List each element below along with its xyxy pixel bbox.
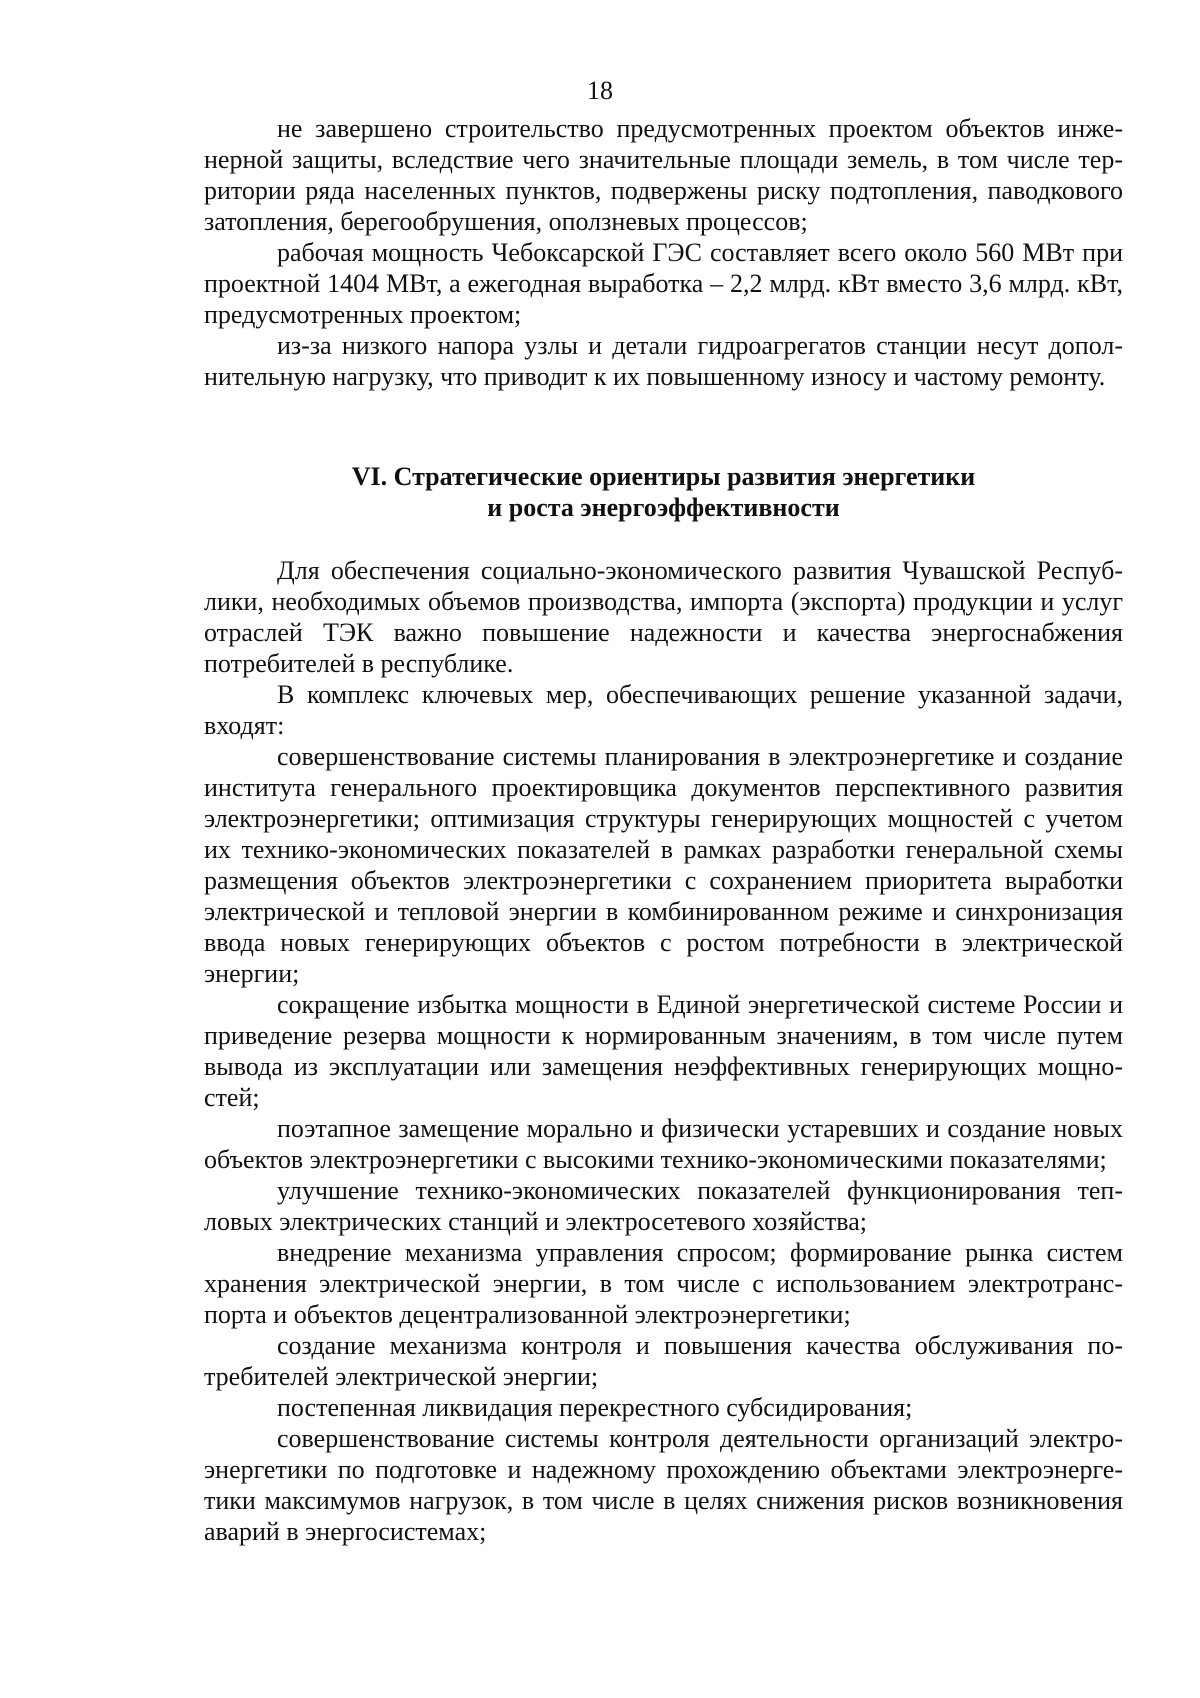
list-item-control-system: совершенствование системы контроля деятельности организаций электроэнергетики по подготовке и надежному прохождению объектами электроэнергетики максимумов нагрузок, в том числе в целях снижения рисков возникновения аварий в энергосистемах; (204, 1424, 1123, 1546)
paragraph-low-head: из-за низкого напора узлы и детали гидроагрегатов станции несут дополнительную нагрузку, что приводит к их повышенному износу и частому ремонту. (204, 331, 1123, 391)
list-item-planning: совершенствование системы планирования в электроэнергетике и создание института генерального проектировщика документов перспективного развития электроэнергетики; оптимизация структуры генерирующих мощностей с учетом их технико-экономических показателей в рамках разработки генеральной схемы размещения объектов электроэнергетики с сохранением приоритета выработки электрической и тепловой энергии в комбинированном режиме и синхронизация ввода новых генерирующих объектов с ростом потребности в электрической энергии; (204, 742, 1123, 988)
section-heading-line-1: VI. Стратегические ориентиры развития энергетики (351, 462, 976, 491)
list-item-service-quality: создание механизма контроля и повышения качества обслуживания потребителей электрической энергии; (204, 1331, 1123, 1391)
paragraph-engineering-protection: не завершено строительство предусмотренных проектом объектов инженерной защиты, вследствие чего значительные площади земель, в том числе территории ряда населенных пунктов, подвержены риску подтопления, паводкового затопления, берегообрушения, оползневых процессов; (204, 114, 1123, 236)
section-text-block (204, 555, 1123, 1547)
intro-text-block (204, 113, 1123, 392)
section-heading (204, 461, 1123, 523)
page-number: 18 (587, 76, 613, 105)
list-item-replacement: поэтапное замещение морально и физически устаревших и создание новых объектов электроэнергетики с высокими технико-экономическими показателями; (204, 1114, 1123, 1174)
paragraph-hpp-capacity: рабочая мощность Чебоксарской ГЭС составляет всего около 560 МВт при проектной 1404 МВт, а ежегодная выработка – 2,2 млрд. кВт вместо 3,6 млрд. кВт, предусмотренных проектом; (204, 238, 1123, 329)
list-item-thermal-plants: улучшение технико-экономических показателей функционирования тепловых электрических станций и электросетевого хозяйства; (204, 1176, 1123, 1236)
list-item-demand-management: внедрение механизма управления спросом; формирование рынка систем хранения электрической энергии, в том числе с использованием электротранспорта и объектов децентрализованной электроэнергетики; (204, 1238, 1123, 1329)
paragraph-key-measures: В комплекс ключевых мер, обеспечивающих решение указанной задачи, входят: (204, 680, 1123, 740)
list-item-capacity-reduction: сокращение избытка мощности в Единой энергетической системе России и приведение резерва мощности к нормированным значениям, в том числе путем вывода из эксплуатации или замещения неэффективных генерирующих мощностей; (204, 990, 1123, 1112)
paragraph-reliability: Для обеспечения социально-экономического развития Чувашской Республики, необходимых объемов производства, импорта (экспорта) продукции и услуг отраслей ТЭК важно повышение надежности и качества энергоснабжения потребителей в республике. (204, 556, 1123, 678)
section-heading-line-2: и роста энергоэффективности (487, 493, 840, 522)
list-item-cross-subsidy: постепенная ликвидация перекрестного субсидирования; (277, 1393, 913, 1422)
